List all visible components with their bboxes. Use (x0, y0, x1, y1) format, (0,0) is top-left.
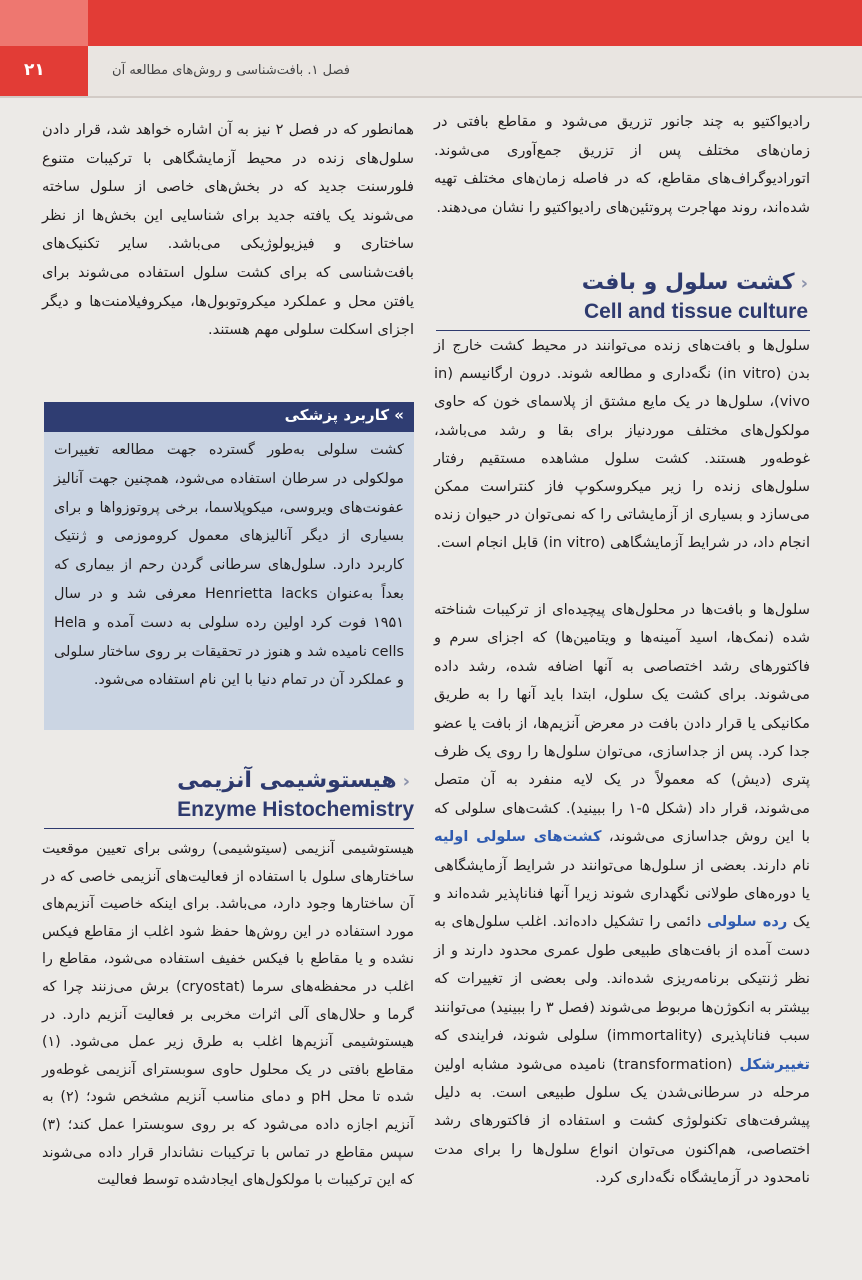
header-accent (0, 0, 88, 46)
para2-part-b: نام دارند. بعضی از سلول‌ها می‌توانند در شرایط آزمایشگاهی یا دوره‌های طولانی نگهداری شوند زیرا آنها فناناپذیر شده‌اند و یک (434, 856, 810, 931)
chevron-left-icon: ‹ (800, 273, 808, 294)
enzyme-section-body (42, 836, 414, 1195)
clinical-application-box (44, 402, 414, 730)
keyword-cell-line: رده سلولی (706, 913, 788, 931)
culture-paragraph-2 (434, 596, 810, 1193)
chevron-right-icon: » (394, 406, 404, 424)
enzyme-section-title-fa (177, 768, 410, 793)
enzyme-section-title-en: Enzyme Histochemistry (177, 798, 414, 821)
clinical-box-title (285, 406, 404, 424)
page-number-box (0, 46, 88, 96)
para2-part-c: دائمی را تشکیل داده‌اند. اغلب سلول‌های به دست آمده از بافت‌های طبیعی طول عمری محدود دارند و از نظر ژنتیکی برنامه‌ریزی شده‌اند. ولی بعضی از تغییرات که بیشتر به انکوژن‌ها مربوط می‌شوند (فصل ۳ را ببینید) می‌توانند سبب فناناپذیری (immortality) سلولی شوند، فرایندی که (434, 913, 811, 1045)
culture-section-title-fa (582, 270, 808, 295)
right-intro-paragraph: رادیواکتیو به چند جانور تزریق می‌شود و مقاطع بافتی در زمان‌های مختلف پس از تزریق جمع‌آوری می‌شوند. اتورادیوگراف‌های مقاطع، که در فاصله زمان‌های مختلف تهیه شده‌اند، روند مهاجرت پروتئین‌های رادیواکتیو را نشان می‌دهند. (434, 113, 810, 216)
enzyme-title-fa-text: هیستوشیمی آنزیمی (177, 768, 397, 793)
culture-paragraph-1 (434, 332, 810, 558)
culture-section-title-en: Cell and tissue culture (583, 300, 808, 323)
right-intro-text (434, 108, 810, 222)
culture-para1: سلول‌ها و بافت‌های زنده می‌توانند در محیط کشت خارج از بدن (in vitro) نگه‌داری و مطالعه شوند. درون ارگانیسم (in vivo)، سلول‌ها در یک مایع مشتق از پلاسمای خون که حاوی مولکول‌های مختلف موردنیاز برای بقا و رشد می‌باشد، غوطه‌ور هستند. کشت سلول مشاهده مستقیم رفتار سلول‌های زنده را زیر میکروسکوپ فاز کنتراست ممکن می‌سازد و بسیاری از آزمایشاتی را که نمی‌توان در حیوان زنده انجام داد، در شرایط آزمایشگاهی (in vitro) قابل انجام است. (434, 337, 810, 552)
keyword-transformation: تغییرشکل (739, 1055, 810, 1073)
keyword-primary-culture: کشت‌های سلولی اولیه (434, 828, 602, 846)
running-header (0, 46, 862, 98)
left-intro-text (42, 116, 414, 345)
left-intro-paragraph: همانطور که در فصل ۲ نیز به آن اشاره خواهد شد، قرار دادن سلول‌های زنده در محیط آزمایشگاهی با ترکیبات متنوع فلورسنت جدید که در بخش‌های خاصی از سلول ساخته می‌شوند یک یافته جدید برای شناسایی این بخش‌ها از نظر ساختاری و فیزیولوژیکی می‌باشد. سایر تکنیک‌های بافت‌شناسی که برای کشت سلول استفاده می‌شوند برای یافتن محل و عملکرد میکروتوبول‌ها، میکروفیلامنت‌ها و دیگر اجزای اسکلت سلولی مهم هستند. (42, 121, 414, 339)
clinical-box-body: کشت سلولی به‌طور گسترده جهت مطالعه تغییرات مولکولی در سرطان استفاده می‌شود، همچنین جهت آنالیز عفونت‌های ویروسی، میکوپلاسما، برخی پروتوزواها و برای بسیاری از دیگر آنالیزهای معمول کروموزمی و ژنتیک کاربرد دارد. سلول‌های سرطانی گردن رحم از بیماری که بعداً به‌عنوان Henrietta lacks معرفی شد و در سال ۱۹۵۱ فوت کرد اولین رده سلولی به دست آمده و Hela cells نامیده شد و هنوز در تحقیقات بر روی ساختار سلولی و عملکرد آن در تمام دنیا با این نام استفاده می‌شود. (54, 442, 404, 689)
enzyme-body-paragraph: هیستوشیمی آنزیمی (سیتوشیمی) روشی برای تعیین موقعیت ساختارهای سلول با استفاده از فعالیت‌های آنزیمی خاصی که در آن ساختارها وجود دارد، می‌باشد. برای اینکه خاصیت آنزیم‌های مورد استفاده در این روش‌ها حفظ شود اغلب از مقاطع فیکس نشده و یا مقاطع با فیکس خفیف استفاده می‌شود، مقاطع را اغلب در محفظه‌های سرما (cryostat) برش می‌زنند چرا که گرما و حلال‌های آلی اثرات مخربی بر فعالیت آنزیم دارد. در هیستوشیمی آنزیم‌ها اغلب به طرق زیر عمل می‌شود. (۱) مقاطع بافتی در یک محلول حاوی سوبسترای آنزیمی غوطه‌ور شده تا محل pH و دمای مناسب آنزیم مشخص شود؛ (۲) به آنزیم اجازه داده می‌شود که بر روی سوبسترا عمل کند؛ (۳) سپس مقاطع در تماس با ترکیبات نشاندار قرار داده می‌شوند که این ترکیبات با مولکول‌های ایجادشده توسط فعالیت (42, 841, 414, 1189)
culture-para2 (434, 596, 810, 1193)
para2-part-a: سلول‌ها و بافت‌ها در محلول‌های پیچیده‌ای از ترکیبات شناخته شده (نمک‌ها، اسید آمینه‌ها و ویتامین‌ها) که اجزای سرم و فاکتورهای رشد اختصاصی به آنها اضافه شده، رشد داده می‌شوند. برای کشت یک سلول، ابتدا باید آنها را به طریق مکانیکی یا قرار دادن بافت در معرض آنزیم‌ها، از بافت یا عضو جدا کرد. پس از جداسازی، می‌توان سلول‌ها را روی یک ظرف پتری (دیش) که معمولاً در یک لایه منفرد به آن متصل می‌شوند، قرار داد (شکل ۵-۱ را ببینید). کشت‌های سلولی که با این روش جداسازی می‌شوند، (434, 601, 810, 846)
culture-title-fa-text: کشت سلول و بافت (581, 270, 795, 295)
page-number: ۲۱ (24, 60, 45, 80)
clinical-box-header (44, 402, 414, 432)
chapter-title: فصل ۱. بافت‌شناسی و روش‌های مطالعه آن (112, 63, 350, 78)
header-red-bar (0, 0, 862, 46)
clinical-box-title-text: کاربرد پزشکی (284, 406, 390, 424)
para2-part-d: (transformation) نامیده می‌شود مشابه اولین مرحله در سرطانی‌شدن یک سلول طبیعی است. به دلیل پیشرفت‌های تکنولوژی کشت و استفاده از فاکتورهای رشد اختصاصی، هم‌اکنون می‌توان انواع سلول‌ها را برای مدت نامحدود در آزمایشگاه نگه‌داری کرد. (434, 1055, 810, 1187)
enzyme-title-rule (44, 828, 414, 829)
culture-title-rule (436, 330, 810, 331)
chevron-left-icon: ‹ (402, 771, 410, 792)
